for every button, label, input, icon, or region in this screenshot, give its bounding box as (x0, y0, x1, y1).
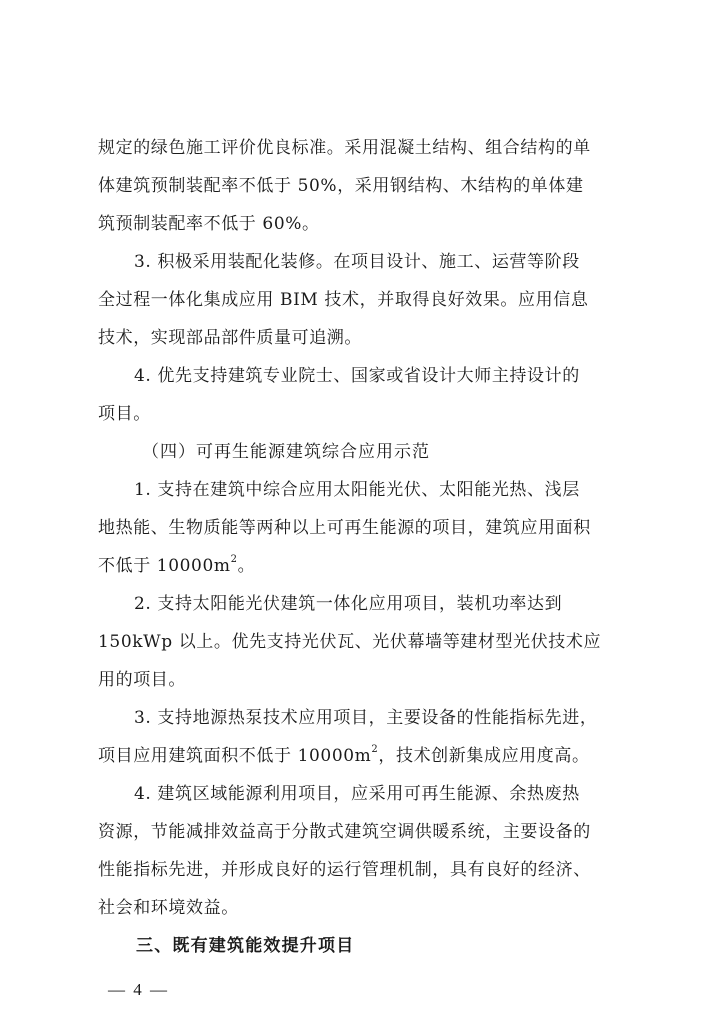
paragraph-line (98, 744, 638, 768)
section-heading: 三、既有建筑能效提升项目 (136, 936, 355, 956)
paragraph-line: 4. 优先支持建筑专业院士、国家或省设计大师主持设计的 (134, 366, 580, 386)
paragraph-line: 全过程一体化集成应用 BIM 技术，并取得良好效果。应用信息 (98, 290, 589, 310)
paragraph-line: 规定的绿色施工评价优良标准。采用混凝土结构、组合结构的单 (98, 138, 591, 158)
paragraph-line: 4. 建筑区域能源利用项目，应采用可再生能源、余热废热 (134, 784, 580, 804)
subsection-heading: （四）可再生能源建筑综合应用示范 (142, 442, 430, 462)
paragraph-line: 3. 支持地源热泵技术应用项目，主要设备的性能指标先进， (134, 708, 598, 728)
paragraph-line: 项目。 (98, 404, 151, 424)
page-number: — 4 — (108, 980, 169, 999)
paragraph-line: 150kWp 以上。优先支持光伏瓦、光伏幕墙等建材型光伏技术应 (98, 632, 602, 652)
paragraph-line: 体建筑预制装配率不低于 50%，采用钢结构、木结构的单体建 (98, 176, 584, 196)
superscript: 2 (230, 554, 238, 566)
line-text: ，技术创新集成应用度高。 (378, 746, 590, 766)
paragraph-line: 1. 支持在建筑中综合应用太阳能光伏、太阳能光热、浅层 (134, 480, 580, 500)
paragraph-line: 3. 积极采用装配化装修。在项目设计、施工、运营等阶段 (134, 252, 580, 272)
paragraph-line: 地热能、生物质能等两种以上可再生能源的项目，建筑应用面积 (98, 518, 591, 538)
line-text: 不低于 10000m (98, 556, 231, 576)
paragraph-line: 社会和环境效益。 (98, 898, 239, 918)
line-text: 项目应用建筑面积不低于 10000m (98, 746, 372, 766)
paragraph-line: 筑预制装配率不低于 60%。 (98, 214, 320, 234)
paragraph-line: 技术，实现部品部件质量可追溯。 (98, 328, 362, 348)
paragraph-line (98, 554, 638, 578)
superscript: 2 (371, 744, 379, 756)
paragraph-line: 性能指标先进，并形成良好的运行管理机制，具有良好的经济、 (98, 860, 591, 880)
line-text: 。 (237, 556, 256, 576)
paragraph-line: 2. 支持太阳能光伏建筑一体化应用项目，装机功率达到 (134, 594, 563, 614)
paragraph-line: 资源，节能减排效益高于分散式建筑空调供暖系统，主要设备的 (98, 822, 591, 842)
paragraph-line: 用的项目。 (98, 670, 186, 690)
